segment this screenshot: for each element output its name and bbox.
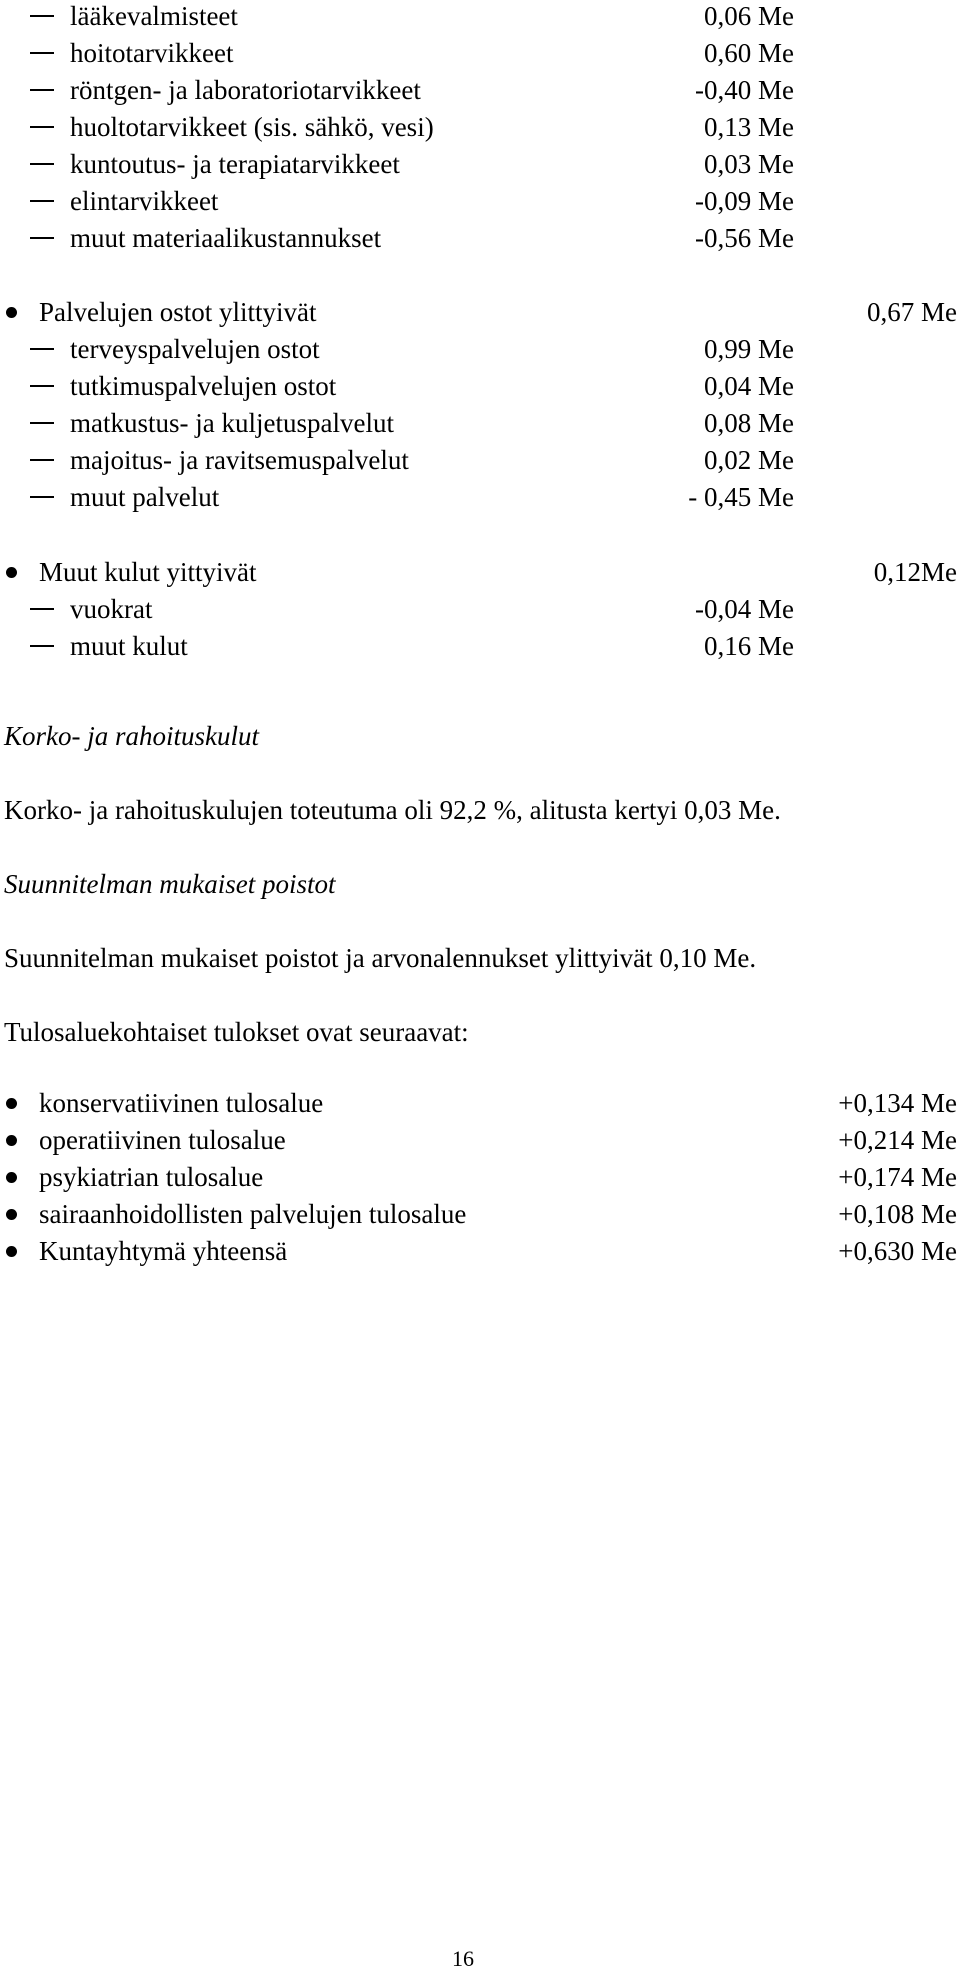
dash-icon [30,15,54,17]
dash-icon [30,126,54,128]
dash-icon [30,645,54,647]
dash-icon [30,385,54,387]
item-value: -0,09 Me [695,186,794,216]
list-item [0,0,960,34]
list-item [0,146,960,182]
result-label: operatiivinen tulosalue [39,1125,286,1155]
list-item [0,331,960,367]
result-label: sairaanhoidollisten palvelujen tulosalue [39,1199,467,1229]
list-item [0,368,960,404]
dash-icon [30,348,54,350]
depreciation-text: Suunnitelman mukaiset poistot ja arvonalennukset ylittyivät 0,10 Me. [4,943,757,973]
item-label: muut palvelut [70,482,220,512]
list-item [0,628,960,664]
result-label: psykiatrian tulosalue [39,1162,264,1192]
result-item [0,1085,960,1121]
item-label: elintarvikkeet [70,186,219,216]
item-value: 0,08 Me [704,408,794,438]
list-item [0,220,960,256]
item-value: 0,06 Me [704,1,794,31]
result-item [0,1159,960,1195]
dash-icon [30,608,54,610]
dash-icon [30,89,54,91]
services-summary [0,294,960,330]
result-item [0,1196,960,1232]
other-costs-summary [0,554,960,590]
list-item [0,35,960,71]
result-label: konservatiivinen tulosalue [39,1088,324,1118]
item-label: lääkevalmisteet [70,1,238,31]
dash-icon [30,459,54,461]
list-item [0,183,960,219]
depreciation-heading: Suunnitelman mukaiset poistot [4,869,336,899]
other-costs-total: 0,12Me [873,557,957,587]
list-item [0,72,960,108]
item-label: vuokrat [70,594,153,624]
list-item [0,479,960,515]
bullet-icon [6,1098,17,1109]
financing-text: Korko- ja rahoituskulujen toteutuma oli 92,2 %, alitusta kertyi 0,03 Me. [4,795,781,825]
bullet-icon [6,1135,17,1146]
dash-icon [30,237,54,239]
result-item [0,1122,960,1158]
result-value: +0,630 Me [838,1236,957,1266]
financing-heading: Korko- ja rahoituskulut [4,721,259,751]
list-item [0,591,960,627]
dash-icon [30,422,54,424]
result-value: +0,134 Me [838,1088,957,1118]
item-value: 0,99 Me [704,334,794,364]
list-item [0,442,960,478]
dash-icon [30,496,54,498]
result-value: +0,214 Me [838,1125,957,1155]
list-item [0,109,960,145]
result-value: +0,108 Me [838,1199,957,1229]
other-costs-label: Muut kulut yittyivät [39,557,257,587]
services-label: Palvelujen ostot ylittyivät [39,297,317,327]
dash-icon [30,52,54,54]
dash-icon [30,163,54,165]
bullet-icon [6,1246,17,1257]
result-label: Kuntayhtymä yhteensä [39,1236,288,1266]
item-label: majoitus- ja ravitsemuspalvelut [70,445,409,475]
item-label: röntgen- ja laboratoriotarvikkeet [70,75,421,105]
item-value: -0,40 Me [695,75,794,105]
bullet-icon [6,1209,17,1220]
item-label: muut materiaalikustannukset [70,223,382,253]
item-value: 0,04 Me [704,371,794,401]
result-value: +0,174 Me [838,1162,957,1192]
item-label: tutkimuspalvelujen ostot [70,371,337,401]
dash-icon [30,200,54,202]
item-value: - 0,45 Me [688,482,794,512]
item-value: 0,60 Me [704,38,794,68]
item-label: hoitotarvikkeet [70,38,234,68]
page-number: 16 [452,1946,474,1971]
item-label: matkustus- ja kuljetuspalvelut [70,408,394,438]
item-label: muut kulut [70,631,188,661]
item-value: 0,13 Me [704,112,794,142]
bullet-icon [6,1172,17,1183]
item-value: -0,56 Me [695,223,794,253]
item-label: huoltotarvikkeet (sis. sähkö, vesi) [70,112,434,142]
item-label: terveyspalvelujen ostot [70,334,320,364]
item-value: -0,04 Me [695,594,794,624]
results-intro: Tulosaluekohtaiset tulokset ovat seuraavat: [4,1017,469,1047]
item-value: 0,16 Me [704,631,794,661]
bullet-icon [6,567,17,578]
bullet-icon [6,307,17,318]
item-value: 0,03 Me [704,149,794,179]
result-item [0,1233,960,1269]
list-item [0,405,960,441]
services-total: 0,67 Me [867,297,957,327]
item-label: kuntoutus- ja terapiatarvikkeet [70,149,400,179]
item-value: 0,02 Me [704,445,794,475]
